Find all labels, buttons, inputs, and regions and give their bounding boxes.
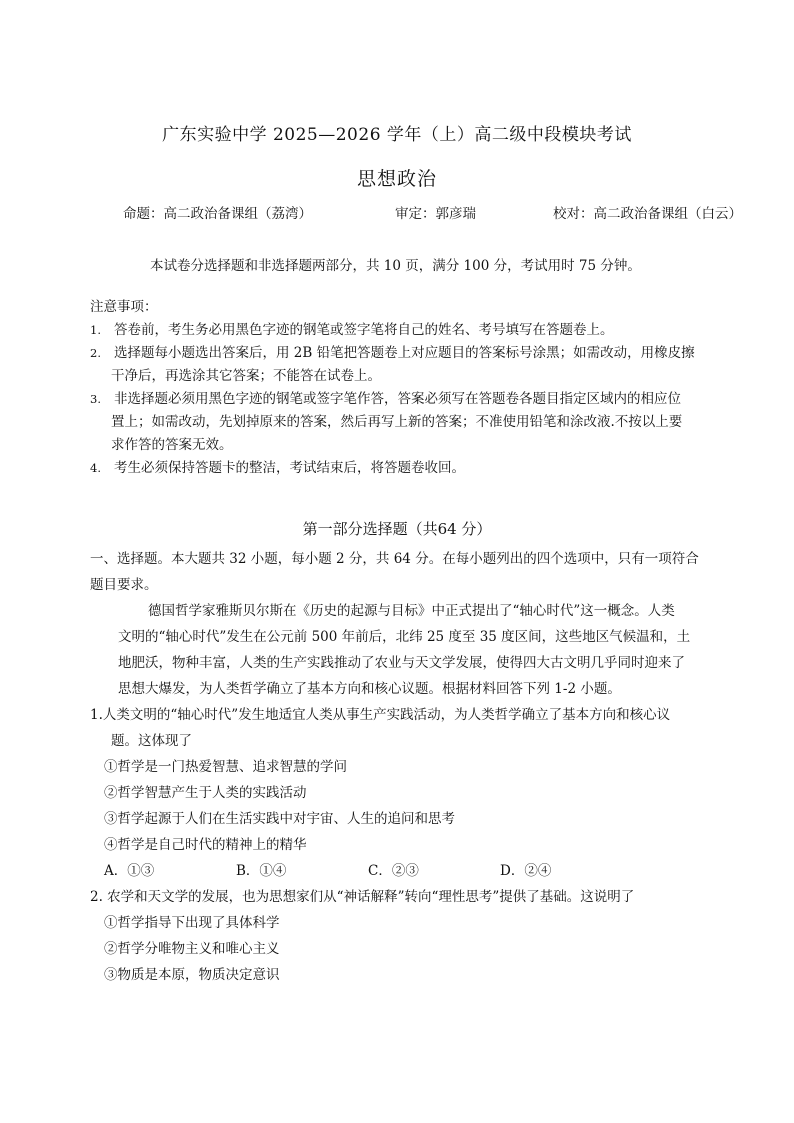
note-text-continued: 置上；如需改动，先划掉原来的答案，然后再写上新的答案；不准使用铅笔和涂改液.不按以上要 bbox=[111, 414, 683, 430]
question-2-option: ③物质是本原，物质决定意识 bbox=[104, 967, 280, 983]
note-text-continued: 干净后，再选涂其它答案；不能答在试卷上。 bbox=[111, 368, 381, 384]
note-text: 选择题每小题选出答案后，用 2B 铅笔把答题卷上对应题目的答案标号涂黑；如需改动，用橡皮擦 bbox=[114, 345, 695, 361]
note-text: 非选择题必须用黑色字迹的钢笔或签字笔作答，答案必须写在答题卷各题目指定区域内的相应位 bbox=[114, 391, 681, 407]
section-instructions-continued: 题目要求。 bbox=[90, 577, 158, 593]
section-instructions: 一、选择题。本大题共 32 小题，每小题 2 分，共 64 分。在每小题列出的四个选项中，只有一项符合 bbox=[90, 551, 699, 567]
question-1-stem: 1.人类文明的“轴心时代”发生地适宜人类从事生产实践活动，为人类哲学确立了基本方向和核心议 bbox=[90, 707, 671, 723]
note-text: 答卷前，考生务必用黑色字迹的钢笔或签字笔将自己的姓名、考号填写在答题卷上。 bbox=[114, 322, 614, 338]
note-item bbox=[90, 457, 710, 480]
choice-section bbox=[90, 546, 710, 988]
question-2-option: ①哲学指导下出现了具体科学 bbox=[104, 915, 280, 931]
material-line: 地肥沃，物种丰富，人类的生产实践推动了农业与天文学发展，使得四大古文明几乎同时迎来了 bbox=[118, 655, 685, 671]
note-number: 4. bbox=[90, 461, 101, 475]
material-line: 德国哲学家雅斯贝尔斯在《历史的起源与目标》中正式提出了“轴心时代”这一概念。人类 bbox=[148, 603, 675, 619]
question-1-option: ②哲学智慧产生于人类的实践活动 bbox=[104, 785, 307, 801]
credit-reviewer: 审定：郭彦瑞 bbox=[395, 206, 476, 222]
exam-title: 广东实验中学 2025—2026 学年（上）高二级中段模块考试 bbox=[162, 125, 632, 145]
note-text-continued: 求作答的答案无效。 bbox=[111, 437, 233, 453]
credit-author: 命题：高二政治备课组（荔湾） bbox=[123, 206, 312, 222]
note-item bbox=[90, 342, 710, 365]
answer-b: B．①④ bbox=[236, 863, 287, 879]
answer-c: C．②③ bbox=[368, 863, 419, 879]
credit-proofreader: 校对：高二政治备课组（白云） bbox=[553, 206, 742, 222]
material-line: 文明的“轴心时代”发生在公元前 500 年前后，北纬 25 度至 35 度区间，这些地区气候温和，土 bbox=[118, 629, 691, 645]
question-1-stem-continued: 题。这体现了 bbox=[111, 733, 192, 749]
question-2-option: ②哲学分唯物主义和唯心主义 bbox=[104, 941, 280, 957]
notes-block bbox=[90, 296, 710, 480]
question-1-option: ③哲学起源于人们在生活实践中对宇宙、人生的追问和思考 bbox=[104, 811, 455, 827]
note-number: 3. bbox=[90, 392, 101, 406]
question-1-option: ①哲学是一门热爱智慧、追求智慧的学问 bbox=[104, 759, 347, 775]
note-item bbox=[90, 319, 710, 342]
section-title: 第一部分选择题（共64 分） bbox=[302, 520, 492, 538]
material-line: 思想大爆发，为人类哲学确立了基本方向和核心议题。根据材料回答下列 1-2 小题。 bbox=[118, 681, 621, 697]
answer-a: A．①③ bbox=[104, 863, 155, 879]
question-2-stem: 2. 农学和天文学的发展，也为思想家们从“神话解释”转向“理性思考”提供了基础。这说明了 bbox=[90, 889, 635, 905]
note-number: 1. bbox=[90, 323, 101, 337]
credits-row bbox=[123, 202, 783, 222]
note-item bbox=[90, 388, 710, 411]
exam-intro: 本试卷分选择题和非选择题两部分，共 10 页，满分 100 分，考试用时 75 分钟。 bbox=[150, 258, 641, 274]
note-number: 2. bbox=[90, 346, 101, 360]
subject-title: 思想政治 bbox=[356, 168, 437, 190]
question-1-option: ④哲学是自己时代的精神上的精华 bbox=[104, 837, 307, 853]
answer-d: D．②④ bbox=[500, 863, 552, 879]
notes-heading: 注意事项： bbox=[90, 299, 158, 315]
question-1-answers bbox=[90, 858, 710, 884]
note-text: 考生必须保持答题卡的整洁，考试结束后，将答题卷收回。 bbox=[114, 460, 465, 476]
